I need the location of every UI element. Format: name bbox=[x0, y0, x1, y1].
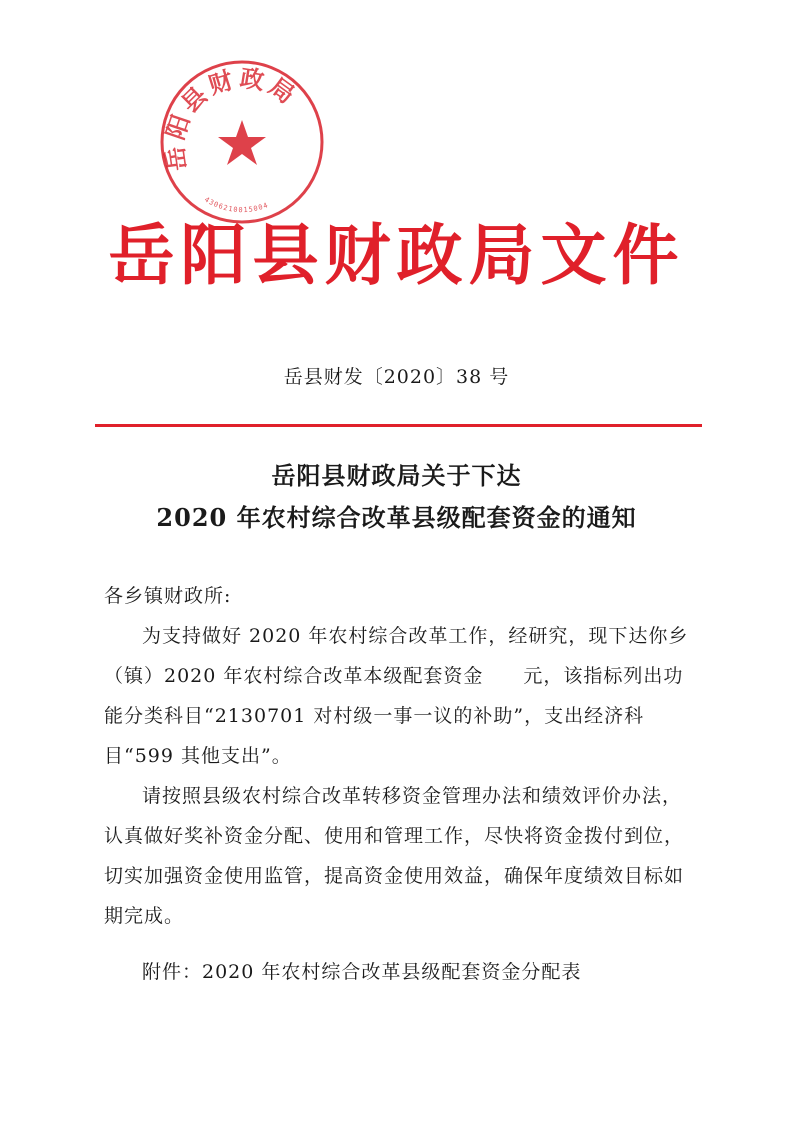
body-paragraph-2: 请按照县级农村综合改革转移资金管理办法和绩效评价办法，认真做好奖补资金分配、使用和管理工作，尽快将资金拨付到位，切实加强资金使用监管，提高资金使用效益，确保年度绩效目标如期完成。 bbox=[104, 785, 685, 927]
body-paragraph-1: 为支持做好 2020 年农村综合改革工作，经研究，现下达你乡（镇）2020 年农村综合改革本级配套资金 元，该指标列出功能分类科目“2130701 对村级一事一议的补助”，支出经济科目“599 其他支出”。 bbox=[104, 625, 689, 767]
salutation: 各乡镇财政所: bbox=[104, 585, 232, 607]
seal-ring-text: 岳阳县财政局 bbox=[159, 62, 304, 173]
document-number: 岳县财发〔2020〕38 号 bbox=[283, 366, 510, 388]
seal-star-icon bbox=[218, 120, 266, 165]
official-seal bbox=[158, 58, 326, 226]
attachment-line: 附件：2020 年农村综合改革县级配套资金分配表 bbox=[142, 961, 582, 983]
masthead-title: 岳阳县财政局文件 bbox=[108, 216, 685, 294]
notice-title-line-2: 2020 年农村综合改革县级配套资金的通知 bbox=[156, 503, 637, 532]
red-divider-line bbox=[95, 424, 702, 427]
notice-title-line-1: 岳阳县财政局关于下达 bbox=[271, 461, 522, 490]
seal-serial-text: 4306210015004 bbox=[203, 195, 270, 215]
